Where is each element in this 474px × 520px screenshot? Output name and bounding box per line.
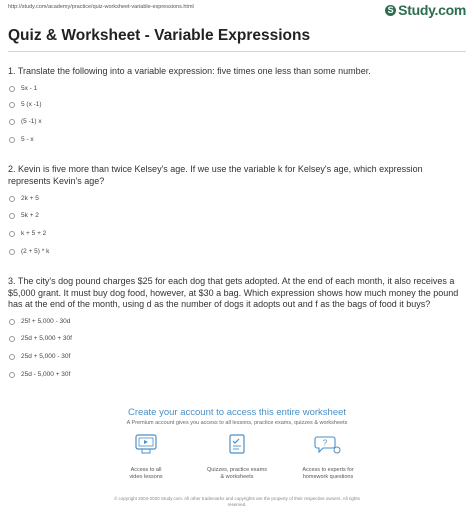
feature-quizzes	[192, 433, 282, 481]
radio-icon[interactable]	[9, 231, 15, 237]
copyright-line-2: reserved.	[227, 502, 247, 507]
question-1-option-d[interactable]: 5 - x	[9, 136, 34, 143]
radio-icon[interactable]	[9, 213, 15, 219]
feature-label-line1: Access to experts for	[302, 467, 354, 473]
question-2-text: 2. Kevin is five more than twice Kelsey's age. If we use the variable k for Kelsey's age, which expression represents Kevin's age?	[8, 164, 423, 186]
question-1-text: 1. Translate the following into a variable expression: five times one less than some number.	[8, 66, 371, 76]
question-2-option-d[interactable]: (2 + 5) * k	[9, 248, 49, 255]
question-3-option-d[interactable]: 25d - 5,000 + 30f	[9, 371, 70, 378]
copyright-footer	[0, 496, 474, 508]
logo-text: Study.com	[398, 2, 466, 18]
radio-icon[interactable]	[9, 119, 15, 125]
page-url: http://study.com/academy/practice/quiz-worksheet-variable-expressions.html	[8, 4, 194, 10]
radio-icon[interactable]	[9, 137, 15, 143]
question-1-option-a[interactable]: 5x - 1	[9, 85, 37, 92]
cta-subtitle: A Premium account gives you access to all lessons, practice exams, quizzes & worksheets	[126, 420, 348, 426]
radio-icon[interactable]	[9, 336, 15, 342]
radio-icon[interactable]	[9, 372, 15, 378]
question-3-option-a[interactable]: 25f + 5,000 - 30d	[9, 318, 70, 325]
question-2-option-a[interactable]: 2k + 5	[9, 195, 39, 202]
question-2-option-c[interactable]: k + 5 + 2	[9, 230, 46, 237]
feature-label-line1: Access to all	[130, 467, 162, 473]
video-lessons-icon	[131, 433, 161, 458]
question-3-option-b[interactable]: 25d + 5,000 + 30f	[9, 335, 72, 342]
feature-video-lessons	[101, 433, 191, 481]
svg-text:?: ?	[322, 438, 328, 448]
question-3-option-c[interactable]: 25d + 5,000 - 30f	[9, 353, 70, 360]
question-3-text: 3. The city's dog pound charges $25 for each dog that gets adopted. At the end of each month, it also receives a $5,000 grant. It must buy dog food, however, at $30 a bag. Which expression shows how much money the pound has at the end of the month, using d as the number of dogs it adopts out and f as the bags of food it buys?	[8, 276, 459, 309]
radio-icon[interactable]	[9, 354, 15, 360]
page-title: Quiz & Worksheet - Variable Expressions	[8, 27, 311, 44]
question-1-option-c[interactable]: (5 -1) x	[9, 118, 42, 125]
radio-icon[interactable]	[9, 319, 15, 325]
radio-icon[interactable]	[9, 86, 15, 92]
radio-icon[interactable]	[9, 196, 15, 202]
feature-label-line1: Quizzes, practice exams	[207, 467, 267, 473]
study-logo[interactable]	[385, 2, 466, 18]
radio-icon[interactable]	[9, 102, 15, 108]
feature-label-line2: & worksheets	[220, 474, 254, 480]
logo-icon: S	[385, 5, 396, 16]
feature-label-line2: homework questions	[302, 474, 354, 480]
experts-icon	[313, 433, 343, 458]
feature-label-line2: video lessons	[129, 474, 163, 480]
radio-icon[interactable]	[9, 249, 15, 255]
question-1-option-b[interactable]: 5 (x -1)	[9, 101, 42, 108]
quiz-worksheets-icon	[222, 433, 252, 458]
copyright-line-1: © copyright 2003-2020 Study.com. All other trademarks and copyrights are the property of their respective owners. All rights	[114, 496, 360, 501]
title-divider	[8, 51, 466, 52]
question-2-option-b[interactable]: 5k + 2	[9, 212, 39, 219]
cta-title[interactable]: Create your account to access this entire worksheet	[127, 407, 347, 418]
feature-experts	[283, 433, 373, 481]
